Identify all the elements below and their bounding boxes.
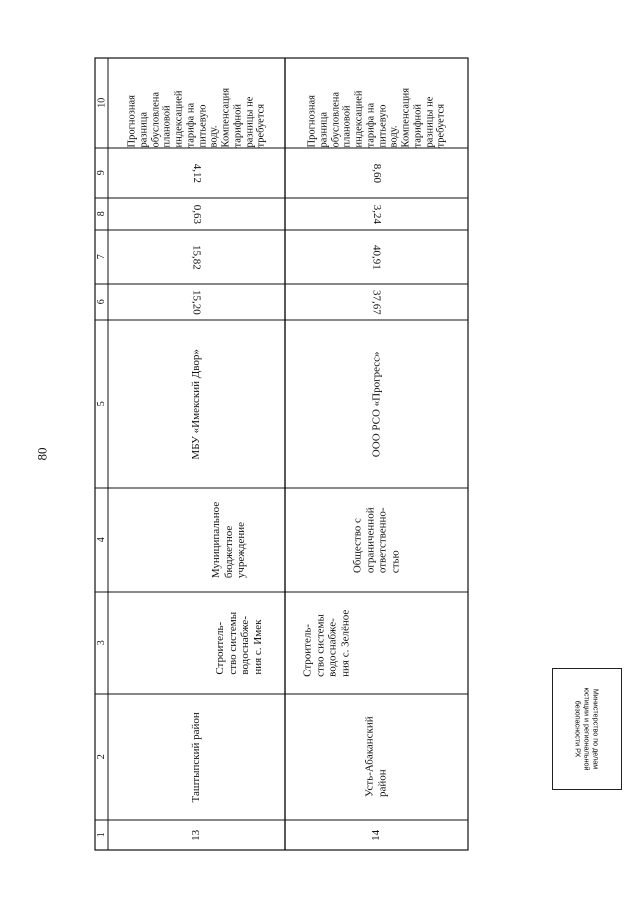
row13-org-name: МБУ «Имекский Двор»: [190, 348, 203, 460]
row13-note: Прогнозная разница обусловлена плановой индексацией тарифа на питьевую воду. Компенсация тарифной разницы не требуется: [126, 87, 267, 147]
row14-org-name: ООО РСО «Прогресс»: [370, 351, 383, 457]
row14-value-7: 40,91: [370, 244, 383, 270]
header-col-8: 8: [95, 211, 107, 217]
stamp-line: юстиции и региональной: [582, 687, 592, 771]
header-col-7: 7: [95, 254, 107, 260]
header-col-1: 1: [95, 832, 107, 838]
row13-org-type: Муниципальное бюджетное учреждение: [209, 501, 248, 579]
row14-value-8: 3,24: [370, 204, 383, 224]
stamp-line: Министерство по делам: [591, 688, 601, 770]
row13-number: 13: [190, 829, 203, 841]
row14-project: Строитель- ство системы водоснабже- ния с. Зелёное: [301, 609, 352, 677]
row13-project: Строитель- ство системы водоснабже- ния с. Имек: [214, 611, 265, 675]
header-col-2: 2: [95, 754, 107, 760]
row13-district: Таштыпский район: [190, 711, 203, 803]
header-col-6: 6: [95, 299, 107, 305]
row13-value-6: 15,20: [190, 289, 203, 315]
row13-value-8: 0,63: [190, 204, 203, 224]
header-col-5: 5: [95, 401, 107, 407]
stamp-line: безопасности РХ: [573, 700, 583, 758]
ministry-stamp: [552, 668, 622, 790]
header-col-4: 4: [95, 537, 107, 543]
row14-value-6: 37,67: [370, 289, 383, 315]
header-col-3: 3: [95, 640, 107, 646]
row13-value-9: 4,12: [190, 163, 203, 183]
row13-value-7: 15,82: [190, 244, 203, 270]
row14-value-9: 8,60: [370, 163, 383, 183]
data-table: [95, 58, 468, 850]
row14-district: Усть-Абаканский район: [363, 716, 389, 798]
row14-number: 14: [370, 829, 383, 841]
row14-org-type: Общество с ограниченной ответственно- стью: [351, 507, 402, 573]
header-col-10: 10: [95, 98, 107, 108]
page-number: 80: [34, 447, 50, 461]
row14-note: Прогнозная разница обусловлена плановой индексацией тарифа на питьевую воду. Компенсация тарифной разницы не требуется: [306, 87, 447, 147]
header-col-9: 9: [95, 170, 107, 176]
